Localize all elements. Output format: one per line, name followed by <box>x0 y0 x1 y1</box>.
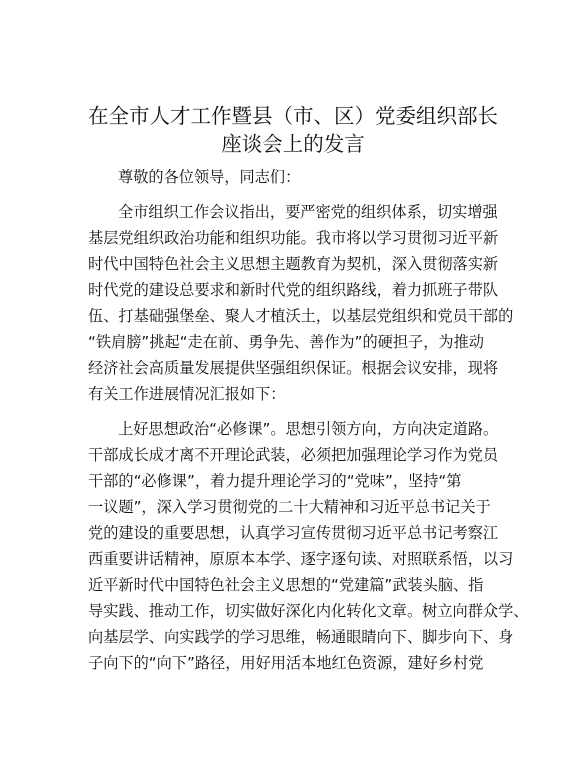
paragraph-1-line-2: 基层党组织政治功能和组织功能。我市将以学习贯彻习近平新 <box>88 229 499 247</box>
paragraph-2-line-8: 导实践、推动工作，切实做好深化内化转化文章。树立向群众学、 <box>88 602 529 620</box>
paragraph-2-line-5: 党的建设的重要思想，认真学习宣传贯彻习近平总书记考察江 <box>88 524 499 542</box>
paragraph-2-line-1: 上好思想政治“必修课”。思想引领方向，方向决定道路。 <box>118 420 499 438</box>
paragraph-1-line-4: 时代党的建设总要求和新时代党的组织路线，着力抓班子带队 <box>88 281 499 299</box>
document-title-line-2: 座谈会上的发言 <box>221 132 365 156</box>
paragraph-2-line-10: 子向下的“向下”路径，用好用活本地红色资源，建好乡村党 <box>88 654 484 672</box>
salutation: 尊敬的各位领导，同志们： <box>118 168 301 186</box>
paragraph-2-line-3: 干部的“必修课”，着力提升理论学习的“党味”，坚持“第 <box>88 472 462 490</box>
paragraph-2-line-6: 西重要讲话精神，原原本本学、逐字逐句读、对照联系悟，以习 <box>88 550 514 568</box>
paragraph-2-line-9: 向基层学、向实践学的学习思维，畅通眼睛向下、脚步向下、身 <box>88 628 514 646</box>
paragraph-1-line-8: 有关工作进展情况汇报如下： <box>88 385 286 403</box>
paragraph-1-line-1: 全市组织工作会议指出，要严密党的组织体系，切实增强 <box>118 203 498 221</box>
paragraph-2-line-2: 干部成长成才离不开理论武装，必须把加强理论学习作为党员 <box>88 446 499 464</box>
paragraph-2-line-7: 近平新时代中国特色社会主义思想的“党建篇”武装头脑、指 <box>88 576 484 594</box>
document-title-line-1: 在全市人才工作暨县（市、区）党委组织部长 <box>88 104 498 128</box>
paragraph-1-line-3: 时代中国特色社会主义思想主题教育为契机，深入贯彻落实新 <box>88 255 499 273</box>
paragraph-1-line-5: 伍、打基础强堡垒、聚人才植沃土，以基层党组织和党员干部的 <box>88 307 514 325</box>
paragraph-1-line-6: “铁肩膀”挑起“走在前、勇争先、善作为”的硬担子，为推动 <box>88 333 484 351</box>
paragraph-2-line-4: 一议题”，深入学习贯彻党的二十大精神和习近平总书记关于 <box>88 498 491 516</box>
paragraph-1-line-7: 经济社会高质量发展提供坚强组织保证。根据会议安排，现将 <box>88 359 499 377</box>
